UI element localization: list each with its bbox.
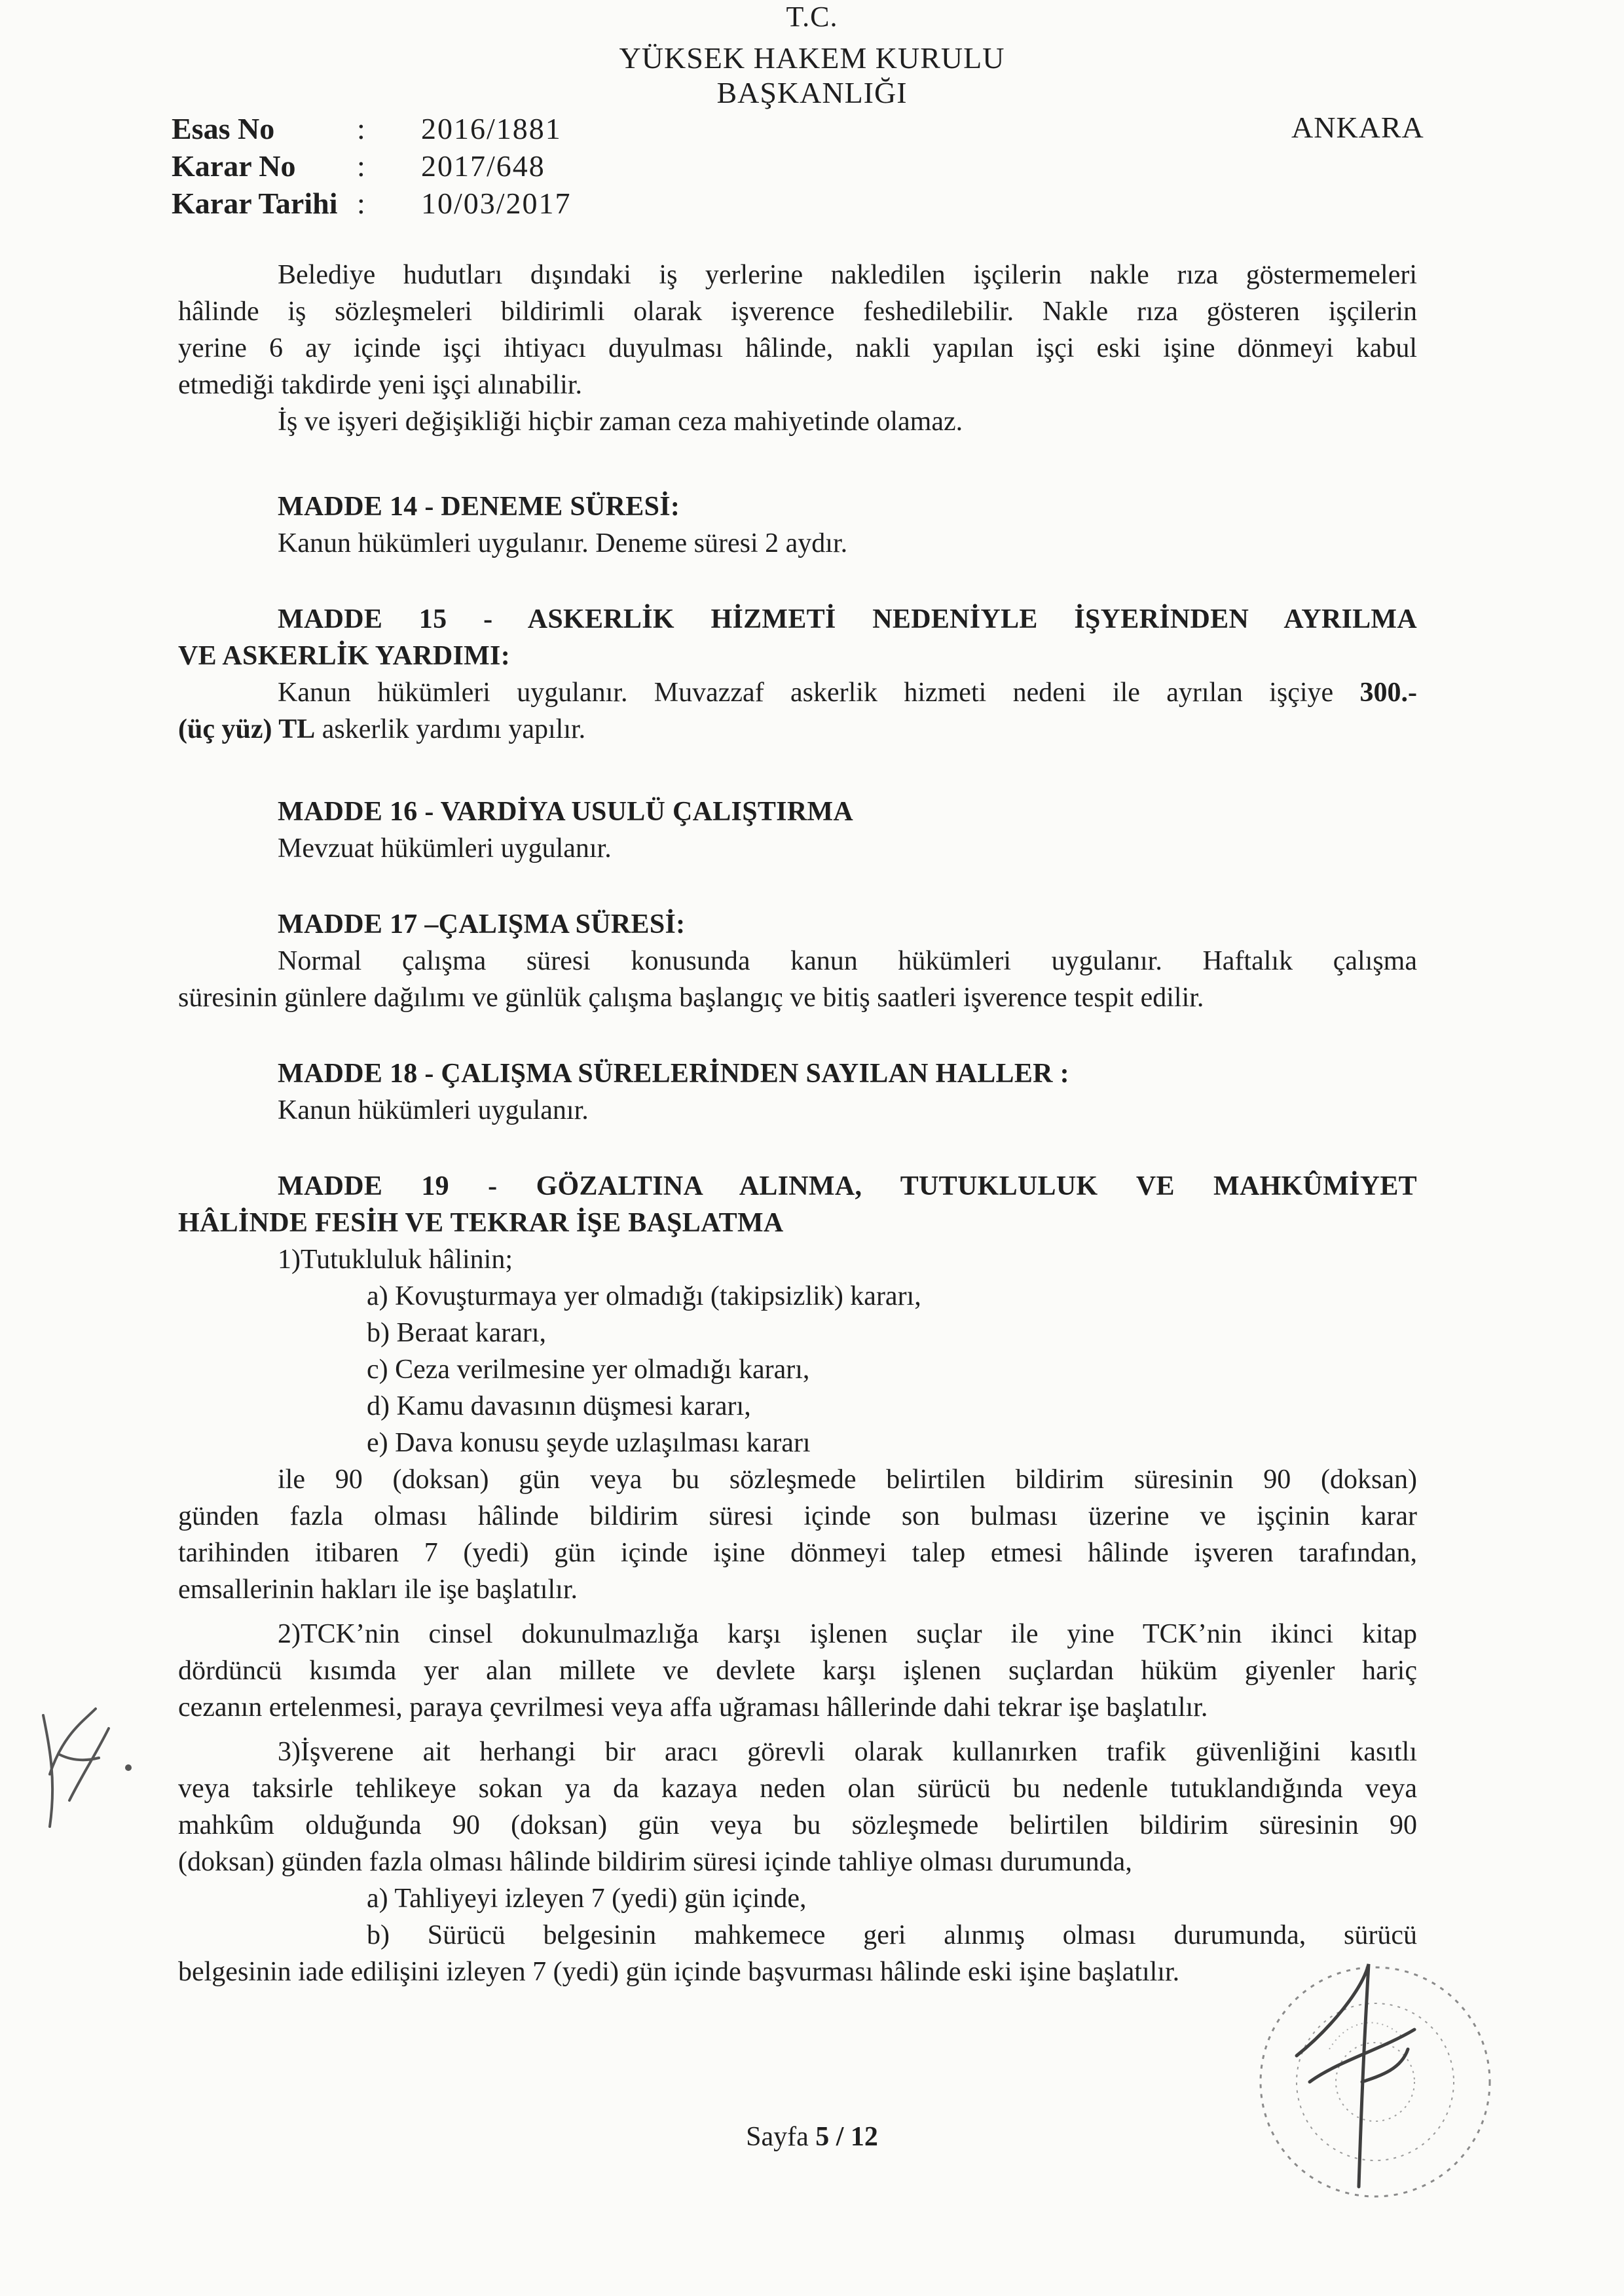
karar-label: Karar No	[172, 149, 296, 183]
article-17-text-line: Normal çalışma süresi konusunda kanun hükümleri uygulanır. Haftalık çalışma	[278, 946, 1417, 976]
list-item: c) Ceza verilmesine yer olmadığı kararı,	[367, 1355, 810, 1385]
paragraph-line: tarihinden itibaren 7 (yedi) gün içinde işine dönmeyi talep etmesi hâlinde işveren tarafından,	[178, 1538, 1417, 1568]
case-metadata	[172, 110, 572, 222]
paragraph-line: günden fazla olması hâlinde bildirim süresi içinde son bulması üzerine ve işçinin karar	[178, 1501, 1417, 1531]
list-item: d) Kamu davasının düşmesi kararı,	[367, 1391, 751, 1421]
paragraph-line: etmediği takdirde yeni işçi alınabilir.	[178, 370, 582, 400]
article-19-heading: MADDE 19 - GÖZALTINA ALINMA, TUTUKLULUK VE MAHKÛMİYET	[278, 1171, 1417, 1201]
colon: :	[357, 187, 365, 220]
list-item: a) Kovuşturmaya yer olmadığı (takipsizlik) kararı,	[367, 1281, 921, 1311]
paragraph-line: emsallerinin hakları ile işe başlatılır.	[178, 1575, 578, 1605]
article-15-heading-cont: VE ASKERLİK YARDIMI:	[178, 641, 510, 671]
article-16-text: Mevzuat hükümleri uygulanır.	[278, 833, 612, 864]
article-19-clause-1-intro: 1)Tutukluluk hâlinin;	[278, 1245, 513, 1275]
colon: :	[357, 149, 365, 183]
paragraph-line: İş ve işyeri değişikliği hiçbir zaman ceza mahiyetinde olamaz.	[278, 407, 963, 437]
colon: :	[357, 112, 365, 145]
article-18-text: Kanun hükümleri uygulanır.	[278, 1095, 589, 1125]
esas-row	[172, 110, 572, 147]
list-item: e) Dava konusu şeyde uzlaşılması kararı	[367, 1428, 811, 1458]
article-15-heading: MADDE 15 - ASKERLİK HİZMETİ NEDENİYLE İŞYERİNDEN AYRILMA	[278, 604, 1417, 634]
paragraph-line: veya taksirle tehlikeye sokan ya da kazaya neden olan sürücü bu nedenle tutuklandığında veya	[178, 1774, 1417, 1804]
article-16-heading: MADDE 16 - VARDİYA USULÜ ÇALIŞTIRMA	[278, 797, 854, 827]
tarih-row	[172, 185, 572, 222]
esas-label: Esas No	[172, 112, 275, 145]
paragraph-line: Belediye hudutları dışındaki iş yerlerine nakledilen işçilerin nakle rıza göstermemeleri	[278, 260, 1417, 290]
header-organization: YÜKSEK HAKEM KURULU	[619, 41, 1005, 75]
paragraph-line: 2)TCK’nin cinsel dokunulmazlığa karşı işlenen suçlar ile yine TCK’nin ikinci kitap	[278, 1619, 1417, 1649]
paragraph-line: cezanın ertelenmesi, paraya çevrilmesi veya affa uğraması hâllerinde dahi tekrar işe başlatılır.	[178, 1692, 1208, 1722]
signature	[1270, 1951, 1441, 2200]
paragraph-line: 3)İşverene ait herhangi bir aracı görevli olarak kullanırken trafik güvenliğini kasıtlı	[278, 1737, 1417, 1767]
paragraph-line: yerine 6 ay içinde işçi ihtiyacı duyulması hâlinde, nakli yapılan işçi eski işine dönmeyi kabul	[178, 333, 1417, 363]
esas-value: 2016/1881	[421, 112, 562, 145]
handwritten-initial-signature	[24, 1696, 148, 1846]
article-14-heading: MADDE 14 - DENEME SÜRESİ:	[278, 492, 680, 522]
header-subtitle: BAŞKANLIĞI	[716, 76, 908, 109]
page-prefix: Sayfa	[746, 2122, 816, 2152]
karar-value: 2017/648	[421, 149, 545, 183]
header-city: ANKARA	[1291, 111, 1424, 144]
header-tc: T.C.	[786, 1, 838, 33]
article-18-heading: MADDE 18 - ÇALIŞMA SÜRELERİNDEN SAYILAN HALLER :	[278, 1059, 1069, 1089]
list-item: a) Tahliyeyi izleyen 7 (yedi) gün içinde,	[367, 1884, 807, 1914]
page-number: 5 / 12	[815, 2122, 878, 2152]
article-17-heading: MADDE 17 –ÇALIŞMA SÜRESİ:	[278, 909, 686, 939]
article-14-text: Kanun hükümleri uygulanır. Deneme süresi 2 aydır.	[278, 528, 848, 558]
list-item: b) Beraat kararı,	[367, 1318, 547, 1348]
paragraph-line: dördüncü kısımda yer alan millete ve devlete karşı işlenen suçlardan hüküm giyenler hariç	[178, 1656, 1417, 1686]
article-19-heading-cont: HÂLİNDE FESİH VE TEKRAR İŞE BAŞLATMA	[178, 1208, 784, 1238]
paragraph-line: mahkûm olduğunda 90 (doksan) gün veya bu sözleşmede belirtilen bildirim süresinin 90	[178, 1810, 1417, 1840]
article-15-text-line	[178, 711, 585, 748]
text-segment: askerlik yardımı yapılır.	[315, 714, 586, 744]
tarih-value: 10/03/2017	[421, 187, 572, 220]
paragraph-line: ile 90 (doksan) gün veya bu sözleşmede belirtilen bildirim süresinin 90 (doksan)	[278, 1465, 1417, 1495]
article-17-text-line: süresinin günlere dağılımı ve günlük çalışma başlangıç ve bitiş saatleri işverence tespit edilir.	[178, 983, 1204, 1013]
amount: 300.-	[1359, 678, 1417, 708]
amount-words: (üç yüz) TL	[178, 714, 316, 744]
text-segment: Kanun hükümleri uygulanır. Muvazzaf askerlik hizmeti nedeni ile ayrılan işçiye	[278, 678, 1360, 708]
paragraph-line: (doksan) günden fazla olması hâlinde bildirim süresi içinde tahliye olması durumunda,	[178, 1847, 1132, 1877]
tarih-label: Karar Tarihi	[172, 187, 338, 220]
article-15-text-line	[278, 674, 1417, 711]
paragraph-line: hâlinde iş sözleşmeleri bildirimli olarak işverence feshedilebilir. Nakle rıza gösteren işçilerin	[178, 297, 1417, 327]
list-item: b) Sürücü belgesinin mahkemece geri alınmış olması durumunda, sürücü	[367, 1920, 1417, 1950]
paragraph-line: belgesinin iade edilişini izleyen 7 (yedi) gün içinde başvurması hâlinde eski işine başlatılır.	[178, 1957, 1180, 1987]
karar-row	[172, 147, 572, 185]
